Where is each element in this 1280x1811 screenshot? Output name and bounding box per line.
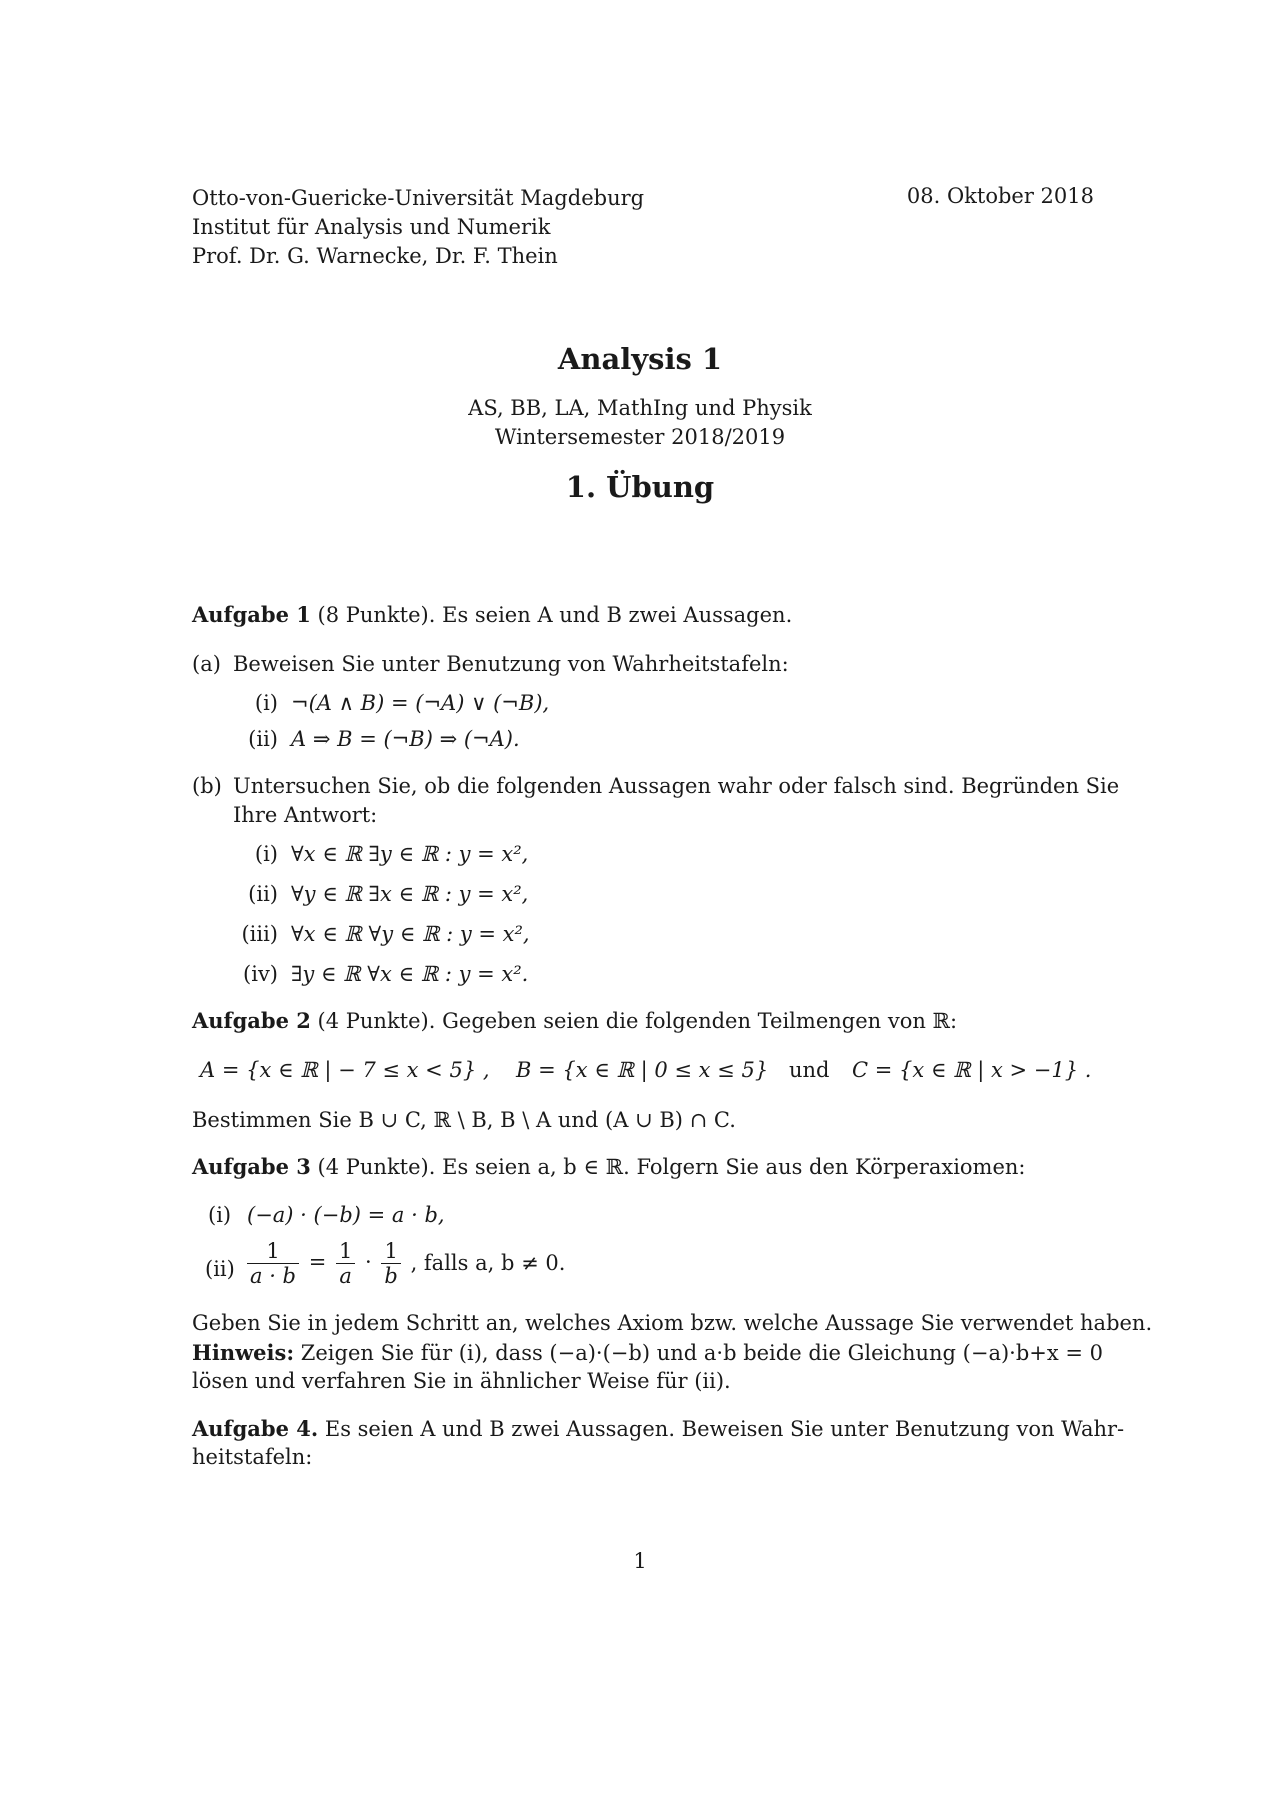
exercise-3-points: (4 Punkte). (317, 1155, 436, 1179)
exercise-1-points: (8 Punkte). (317, 603, 436, 627)
fraction-denominator: b (384, 1264, 398, 1288)
fraction-1-over-ab (247, 1239, 299, 1288)
exercise-1b-iv-label: (iv) (243, 962, 278, 986)
exercise-2-task: Bestimmen Sie B ∪ C, ℝ \ B, B \ A und (A ∪ B) ∩ C. (192, 1108, 736, 1132)
exercise-1b-iv-expr: ∃y ∈ ℝ ∀x ∈ ℝ : y = x². (291, 962, 529, 986)
equals-sign: = (308, 1250, 327, 1274)
exercise-4-heading (192, 1414, 1124, 1444)
exercise-3-intro: Es seien a, b ∈ ℝ. Folgern Sie aus den Körperaxiomen: (442, 1155, 1026, 1179)
exercise-1b-i-expr: ∀x ∈ ℝ ∃y ∈ ℝ : y = x², (291, 842, 529, 866)
exercise-1a-ii-label: (ii) (248, 727, 278, 751)
exercise-4-label: Aufgabe 4. (192, 1416, 319, 1441)
exercise-3-i-label: (i) (208, 1203, 232, 1227)
exercise-3-ii-condition: , falls a, b ≠ 0. (410, 1251, 566, 1275)
set-c-definition: C = {x ∈ ℝ | x > −1} . (852, 1058, 1092, 1082)
exercise-3-i-expr: (−a) · (−b) = a · b, (247, 1203, 445, 1227)
fraction-numerator: 1 (381, 1239, 400, 1264)
exercise-1a-ii-expr: A ⇒ B = (¬B) ⇒ (¬A). (291, 727, 520, 751)
fraction-denominator: a (339, 1264, 352, 1288)
fraction-1-over-b (381, 1239, 400, 1288)
exercise-1a-i-expr: ¬(A ∧ B) = (¬A) ∨ (¬B), (291, 691, 550, 715)
sheet-title: 1. Übung (565, 470, 715, 504)
exercise-1b-i-label: (i) (254, 842, 278, 866)
fraction-1-over-a (336, 1239, 355, 1288)
course-semester: Wintersemester 2018/2019 (494, 425, 786, 449)
exercise-3-hint-line2: lösen und verfahren Sie in ähnlicher Weise für (ii). (192, 1369, 731, 1393)
exercise-3-label: Aufgabe 3 (192, 1154, 311, 1179)
exercise-1-intro: Es seien A und B zwei Aussagen. (442, 603, 793, 627)
page-number: 1 (633, 1549, 647, 1573)
fraction-numerator: 1 (336, 1239, 355, 1264)
exercise-4-text-line2: heitstafeln: (192, 1445, 313, 1469)
exercise-4-text-line1: Es seien A und B zwei Aussagen. Beweisen Sie unter Benutzung von Wahr- (324, 1417, 1125, 1441)
exercise-2-points: (4 Punkte). (317, 1009, 436, 1033)
course-audience: AS, BB, LA, MathIng und Physik (468, 396, 812, 420)
course-title: Analysis 1 (557, 342, 723, 376)
set-a-definition: A = {x ∈ ℝ | − 7 ≤ x < 5} , (200, 1058, 490, 1082)
institute-name: Institut für Analysis und Numerik (192, 215, 551, 239)
exercise-1a-text: Beweisen Sie unter Benutzung von Wahrheitstafeln: (233, 652, 789, 676)
exercise-3-ii-expr (244, 1239, 565, 1288)
fraction-denominator: a · b (250, 1264, 296, 1288)
exercise-1b-iii-expr: ∀x ∈ ℝ ∀y ∈ ℝ : y = x², (291, 922, 530, 946)
exercise-2-heading (192, 1006, 957, 1036)
exercise-1a-label: (a) (192, 652, 221, 676)
set-und: und (789, 1058, 830, 1082)
exercise-1b-ii-label: (ii) (248, 882, 278, 906)
exercise-1b-iii-label: (iii) (241, 922, 278, 946)
multiplication-dot: · (365, 1250, 372, 1274)
exercise-3-ii-label: (ii) (205, 1257, 235, 1281)
exercise-1b-label: (b) (192, 774, 222, 798)
hint-label: Hinweis: (192, 1340, 295, 1365)
document-date: 08. Oktober 2018 (906, 184, 1094, 208)
exercise-1-label: Aufgabe 1 (192, 602, 311, 627)
professor-names: Prof. Dr. G. Warnecke, Dr. F. Thein (192, 244, 558, 268)
university-name: Otto-von-Guericke-Universität Magdeburg (192, 186, 645, 210)
exercise-1b-text-line1: Untersuchen Sie, ob die folgenden Aussagen wahr oder falsch sind. Begründen Sie (233, 774, 1120, 798)
fraction-numerator: 1 (247, 1239, 299, 1264)
exercise-1a-i-label: (i) (254, 691, 278, 715)
hint-text: Zeigen Sie für (i), dass (−a)·(−b) und a·b beide die Gleichung (−a)·b+x = 0 (300, 1341, 1104, 1365)
header-block (192, 184, 644, 271)
exercise-1b-text-line2: Ihre Antwort: (233, 803, 378, 827)
exercise-1-heading (192, 600, 792, 630)
exercise-3-text: Geben Sie in jedem Schritt an, welches Axiom bzw. welche Aussage Sie verwendet haben. (192, 1311, 1153, 1335)
set-b-definition: B = {x ∈ ℝ | 0 ≤ x ≤ 5} (516, 1058, 769, 1082)
exercise-2-label: Aufgabe 2 (192, 1008, 311, 1033)
exercise-1b-ii-expr: ∀y ∈ ℝ ∃x ∈ ℝ : y = x², (291, 882, 529, 906)
exercise-3-hint (192, 1338, 1103, 1368)
exercise-2-intro: Gegeben seien die folgenden Teilmengen von ℝ: (442, 1009, 958, 1033)
exercise-3-heading (192, 1152, 1026, 1182)
